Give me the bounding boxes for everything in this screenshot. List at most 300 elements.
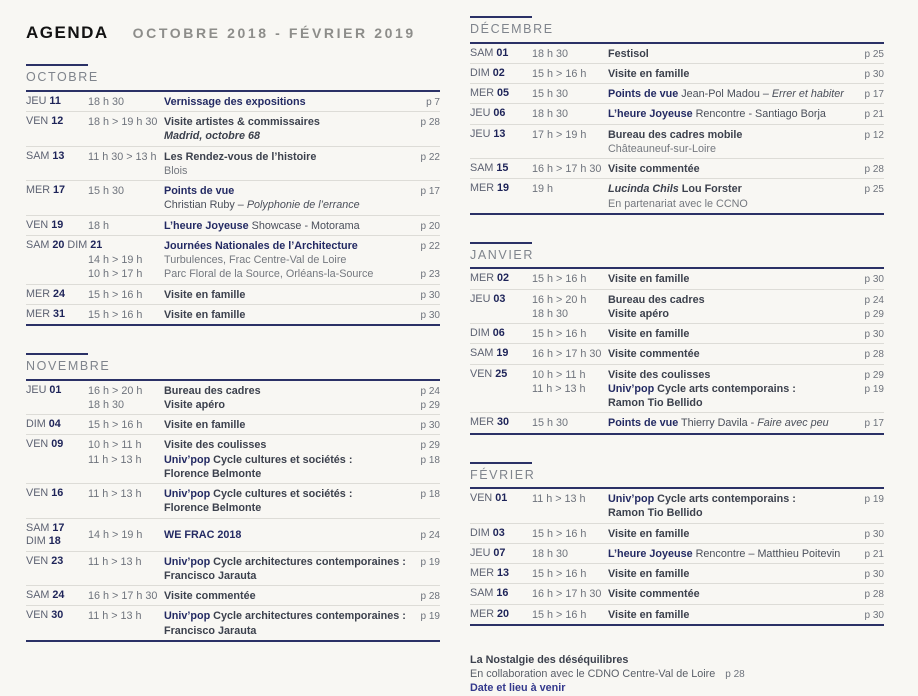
event-line	[532, 182, 884, 196]
day-cell	[470, 162, 532, 175]
desc-segment: Bureau des cadres	[164, 384, 261, 397]
desc-segment: Visite en famille	[164, 419, 246, 432]
event-line	[532, 587, 884, 601]
desc-cell	[608, 47, 852, 61]
desc-segment: L’heure Joyeuse	[164, 219, 249, 232]
day-number: 03	[492, 526, 505, 539]
time-cell: 11 h > 13 h	[88, 555, 142, 568]
desc-cell	[164, 398, 408, 412]
day-line	[26, 487, 88, 500]
day-number: 03	[493, 292, 506, 305]
event-line	[532, 416, 884, 430]
desc-segment: Visite des coulisses	[164, 439, 267, 452]
event-line	[88, 95, 440, 109]
day-cell	[26, 308, 88, 321]
event-row	[470, 64, 884, 84]
page-header	[26, 22, 440, 44]
event-line	[532, 396, 884, 410]
day-cell	[470, 47, 532, 60]
desc-segment: Blois	[164, 164, 188, 177]
day-number: 18	[48, 535, 61, 548]
desc-cell	[608, 182, 852, 196]
event-line	[88, 467, 440, 481]
day-cell	[470, 567, 532, 580]
event-line	[88, 308, 440, 322]
day-number: 01	[495, 492, 508, 504]
desc-segment: Visite en famille	[608, 328, 690, 340]
desc-cell	[608, 416, 852, 430]
day-line	[26, 609, 88, 622]
day-label: SAM	[470, 162, 494, 174]
event-lines	[532, 547, 884, 561]
event-line	[532, 368, 884, 382]
left-column	[26, 16, 440, 637]
month-body	[470, 267, 884, 434]
time-cell: 18 h > 19 h 30	[88, 116, 158, 129]
day-cell	[470, 527, 532, 540]
day-label: VEN	[470, 492, 493, 504]
desc-cell	[164, 150, 408, 164]
desc-segment: Turbulences, Frac Centre-Val de Loire	[164, 254, 347, 267]
month-rule	[470, 462, 532, 464]
day-cell	[26, 438, 88, 451]
page-cell: p 28	[420, 117, 440, 129]
month-title: NOVEMBRE	[26, 359, 111, 374]
day-label: VEN	[26, 438, 49, 451]
desc-cell	[608, 396, 852, 410]
page-cell: p 28	[864, 589, 884, 601]
page-cell: p 30	[864, 569, 884, 580]
time-cell: 14 h > 19 h	[88, 529, 143, 542]
desc-segment: Faire avec peu	[757, 417, 829, 430]
day-label: JEU	[26, 383, 47, 396]
page-cell: p 17	[864, 418, 884, 430]
day-line	[470, 182, 532, 195]
time-cell: 17 h > 19 h	[532, 128, 587, 141]
event-row	[26, 305, 440, 324]
page-cell: p 30	[420, 420, 440, 432]
event-lines	[532, 67, 884, 81]
page-cell: p 19	[864, 494, 884, 505]
time-cell: 11 h > 13 h	[532, 493, 586, 505]
day-number: 16	[496, 587, 509, 600]
event-row	[26, 519, 440, 552]
event-line	[88, 555, 440, 569]
day-number: 06	[493, 107, 506, 120]
month-body	[26, 379, 440, 642]
day-line	[26, 384, 88, 397]
desc-cell	[164, 438, 408, 452]
event-line	[88, 184, 440, 198]
day-label: MER	[470, 182, 494, 195]
desc-segment: Christian Ruby –	[164, 199, 247, 212]
desc-segment: Visite commentée	[608, 348, 700, 361]
desc-segment: Cycle arts contemporains :	[654, 493, 796, 505]
event-row	[470, 44, 884, 64]
desc-cell	[608, 142, 852, 156]
event-row	[26, 415, 440, 435]
time-cell: 15 h > 16 h	[532, 67, 587, 80]
day-line	[26, 438, 88, 451]
time-cell: 15 h > 16 h	[532, 527, 587, 540]
day-number: 23	[51, 554, 64, 567]
day-number: 20	[497, 607, 510, 620]
day-number: 07	[493, 546, 506, 559]
day-cell	[26, 487, 88, 500]
day-cell	[470, 416, 532, 429]
event-lines	[532, 182, 884, 211]
month-title: DÉCEMBRE	[470, 22, 554, 36]
time-cell: 16 h > 20 h	[88, 384, 143, 397]
day-line	[470, 67, 532, 80]
day-label: JEU	[470, 127, 491, 140]
event-lines	[88, 288, 440, 302]
event-line	[88, 239, 440, 253]
page-cell: p 21	[864, 109, 884, 121]
day-line	[470, 272, 532, 285]
day-label: SAM	[26, 238, 50, 251]
desc-segment: Rencontre - Santiago Borja	[692, 108, 826, 121]
event-line	[532, 347, 884, 361]
month-section	[26, 353, 440, 642]
desc-segment: Francisco Jarauta	[164, 569, 257, 582]
event-lines	[88, 384, 440, 413]
desc-segment: Visite apéro	[164, 398, 226, 411]
day-cell	[26, 219, 88, 232]
day-label: MER	[470, 567, 494, 579]
time-cell: 11 h > 13 h	[532, 382, 586, 395]
event-line	[88, 253, 440, 267]
time-cell: 16 h > 17 h 30	[532, 163, 602, 175]
event-line	[532, 67, 884, 81]
desc-cell	[164, 198, 408, 212]
desc-cell	[164, 164, 408, 178]
time-cell: 18 h 30	[88, 95, 125, 108]
event-row	[470, 413, 884, 432]
event-line	[88, 219, 440, 233]
desc-cell	[164, 569, 408, 583]
desc-segment: Bureau des cadres	[608, 293, 705, 306]
event-line	[532, 527, 884, 541]
desc-cell	[608, 67, 852, 81]
desc-cell	[608, 327, 852, 341]
day-line	[26, 418, 88, 431]
desc-cell	[608, 382, 852, 396]
event-row	[26, 606, 440, 640]
event-lines	[532, 162, 884, 176]
event-line	[88, 164, 440, 178]
desc-segment: Visite commentée	[608, 588, 700, 601]
day-number: 17	[53, 184, 66, 197]
event-line	[88, 569, 440, 583]
event-line	[532, 307, 884, 321]
event-lines	[88, 95, 440, 109]
day-number: 01	[49, 383, 62, 396]
day-line	[470, 608, 532, 621]
day-line	[470, 128, 532, 141]
event-lines	[532, 272, 884, 286]
event-line	[532, 142, 884, 156]
event-line	[532, 567, 884, 581]
desc-cell	[164, 253, 408, 267]
day-cell	[26, 589, 88, 602]
time-cell: 11 h > 13 h	[88, 488, 142, 501]
desc-segment: Visite en famille	[608, 608, 690, 621]
day-line	[470, 567, 532, 580]
day-cell	[26, 522, 88, 549]
day-number: 25	[495, 367, 508, 380]
desc-segment: Vernissage des expositions	[164, 95, 306, 108]
closing-collab: En collaboration avec le CDNO Centre-Val de Loire	[470, 668, 716, 680]
event-row	[26, 92, 440, 112]
day-number: 02	[492, 66, 505, 79]
page-cell: p 19	[420, 611, 440, 623]
event-lines	[532, 587, 884, 601]
desc-cell	[608, 547, 852, 561]
day-line	[26, 238, 103, 252]
desc-segment: Cycle architectures contemporaines :	[210, 555, 406, 568]
day-cell	[470, 67, 532, 80]
month-rule	[470, 16, 532, 18]
desc-segment: Visite artistes & commissaires	[164, 116, 320, 129]
event-row	[470, 290, 884, 325]
page-cell: p 30	[864, 274, 884, 286]
day-line	[470, 47, 532, 60]
desc-segment: Visite des coulisses	[608, 368, 711, 381]
time-cell: 15 h > 16 h	[532, 328, 587, 340]
event-line	[88, 528, 440, 542]
event-line	[88, 589, 440, 603]
desc-segment: Visite apéro	[608, 307, 670, 320]
desc-cell	[164, 418, 408, 432]
time-cell: 15 h > 16 h	[88, 419, 143, 432]
day-label: JEU	[470, 546, 491, 559]
closing-title: La Nostalgie des déséquilibres	[470, 653, 629, 666]
day-label: SAM	[26, 589, 50, 602]
time-cell: 18 h	[88, 219, 110, 232]
event-line	[88, 418, 440, 432]
desc-segment: L’heure Joyeuse	[608, 108, 693, 121]
desc-cell	[608, 307, 852, 321]
event-line	[532, 128, 884, 142]
month-title: OCTOBRE	[26, 70, 99, 85]
month-body	[470, 42, 884, 215]
day-line	[470, 293, 532, 306]
desc-segment: Ramon Tio Bellido	[608, 397, 703, 409]
month-section	[470, 242, 884, 435]
day-cell	[470, 272, 532, 285]
desc-segment: Visite en famille	[608, 568, 690, 580]
page-cell: p 24	[864, 294, 884, 306]
day-cell	[26, 609, 88, 622]
page-cell: p 7	[426, 96, 440, 108]
page-cell: p 30	[864, 609, 884, 621]
desc-segment: Points de vue	[608, 417, 679, 430]
desc-cell	[608, 347, 852, 361]
event-lines	[88, 115, 440, 144]
day-cell	[470, 368, 532, 381]
month-section	[470, 16, 884, 215]
page-cell: p 17	[420, 186, 440, 198]
day-cell	[470, 182, 532, 195]
time-cell: 16 h > 17 h 30	[88, 590, 158, 603]
event-row	[470, 179, 884, 213]
closing-collab-line	[470, 667, 884, 681]
page-cell: p 29	[864, 369, 884, 381]
day-cell	[26, 418, 88, 431]
day-number: 16	[51, 487, 64, 500]
day-number: 13	[493, 127, 506, 140]
day-number: 15	[496, 162, 509, 174]
day-label: SAM	[26, 521, 50, 534]
event-lines	[532, 527, 884, 541]
event-line	[88, 487, 440, 501]
time-cell: 11 h > 13 h	[88, 453, 142, 466]
day-number: 06	[492, 327, 505, 339]
day-number: 30	[51, 609, 64, 622]
agenda-logo: AGENDA	[26, 23, 109, 42]
day-cell	[470, 608, 532, 621]
page-cell: p 17	[864, 89, 884, 100]
day-label: DIM	[67, 238, 88, 251]
event-row	[26, 435, 440, 484]
desc-segment: Visite en famille	[608, 67, 690, 80]
event-lines	[88, 609, 440, 638]
day-label: VEN	[26, 218, 49, 231]
event-lines	[532, 47, 884, 61]
day-label: MER	[470, 272, 494, 285]
day-cell	[26, 238, 103, 252]
desc-segment: Parc Floral de la Source, Orléans-la-Source	[164, 268, 374, 281]
time-cell: 18 h 30	[88, 398, 125, 411]
day-line	[470, 327, 532, 340]
day-label: SAM	[470, 46, 494, 59]
desc-segment: Thierry Davila -	[678, 417, 758, 430]
day-label: VEN	[26, 554, 49, 567]
day-number: 17	[52, 521, 65, 534]
desc-cell	[608, 293, 852, 307]
desc-segment: WE FRAC 2018	[164, 529, 242, 542]
desc-segment: Univ’pop	[164, 488, 211, 501]
event-lines	[532, 293, 884, 322]
day-label: MER	[470, 87, 494, 99]
desc-segment: Ramon Tio Bellido	[608, 507, 703, 520]
day-line	[26, 219, 88, 232]
page-cell: p 28	[864, 164, 884, 175]
event-lines	[88, 438, 440, 481]
desc-segment: Univ’pop	[164, 610, 211, 623]
desc-segment: Univ’pop	[164, 555, 211, 568]
page-cell: p 25	[864, 184, 884, 196]
desc-segment: Visite en famille	[608, 527, 690, 540]
event-row	[470, 84, 884, 104]
right-column	[470, 16, 884, 695]
event-line	[88, 438, 440, 452]
desc-segment: Visite en famille	[164, 288, 246, 301]
event-row	[470, 104, 884, 124]
day-label: VEN	[26, 609, 49, 622]
day-line	[470, 587, 532, 600]
day-label: MER	[26, 287, 50, 300]
day-number: 19	[497, 182, 510, 195]
time-cell: 15 h 30	[532, 88, 569, 100]
day-line	[470, 547, 532, 560]
desc-segment: Univ’pop	[164, 453, 211, 466]
day-cell	[470, 327, 532, 340]
event-row	[470, 324, 884, 344]
desc-segment: Festisol	[608, 47, 649, 60]
desc-segment: Polyphonie de l’errance	[246, 199, 360, 212]
event-line	[532, 197, 884, 211]
event-line	[88, 288, 440, 302]
time-cell: 19 h	[532, 183, 554, 196]
time-cell: 16 h > 20 h	[532, 293, 587, 306]
day-label: MER	[26, 184, 50, 197]
day-line	[26, 535, 88, 548]
desc-cell	[164, 609, 408, 623]
event-line	[88, 453, 440, 467]
event-line	[88, 624, 440, 638]
page-cell: p 30	[420, 309, 440, 321]
day-label: MER	[470, 607, 494, 620]
day-label: SAM	[470, 587, 494, 600]
day-number: 05	[497, 87, 510, 99]
desc-cell	[164, 184, 408, 198]
month-rule	[26, 353, 88, 355]
event-lines	[532, 327, 884, 341]
day-cell	[470, 107, 532, 120]
desc-cell	[164, 453, 408, 467]
page-cell: p 29	[420, 399, 440, 411]
event-row	[470, 605, 884, 624]
day-label: DIM	[26, 418, 46, 431]
day-number: 24	[53, 287, 66, 300]
time-cell: 15 h 30	[88, 185, 125, 198]
event-lines	[88, 239, 440, 282]
month-section	[470, 462, 884, 626]
day-cell	[26, 288, 88, 301]
event-lines	[532, 368, 884, 411]
day-number: 11	[49, 94, 61, 107]
page-cell: p 22	[420, 151, 440, 163]
day-number: 30	[497, 416, 510, 429]
day-cell	[470, 347, 532, 360]
event-row	[470, 159, 884, 179]
desc-cell	[608, 368, 852, 382]
event-line	[88, 198, 440, 212]
day-line	[470, 347, 532, 360]
day-cell	[26, 384, 88, 397]
event-row	[470, 524, 884, 544]
event-line	[88, 501, 440, 515]
event-line	[532, 293, 884, 307]
desc-cell	[164, 219, 408, 233]
day-number: 13	[497, 567, 510, 579]
desc-cell	[164, 288, 408, 302]
time-cell: 15 h 30	[532, 417, 569, 430]
desc-cell	[164, 239, 408, 253]
month-rule	[470, 242, 532, 244]
day-line	[26, 555, 88, 568]
day-number: 24	[52, 589, 65, 602]
time-cell: 15 h > 16 h	[88, 288, 143, 301]
desc-segment: Univ’pop	[608, 493, 655, 505]
page-cell: p 28	[420, 591, 440, 603]
day-label: JEU	[470, 292, 491, 305]
day-cell	[470, 587, 532, 600]
day-cell	[26, 115, 88, 128]
day-line	[470, 368, 532, 381]
